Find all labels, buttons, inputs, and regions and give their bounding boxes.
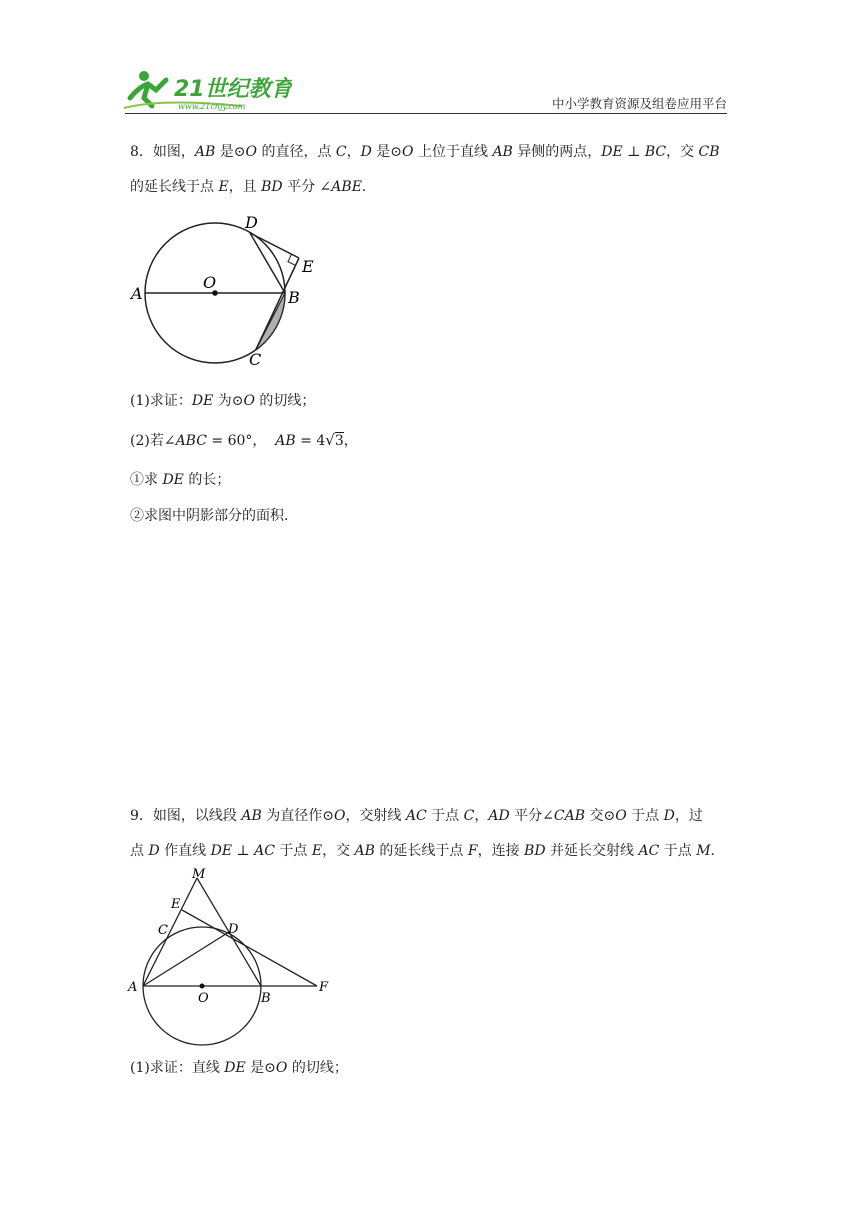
q9-label-c: C xyxy=(158,923,168,938)
text-run: ，交射线 xyxy=(345,808,406,824)
q9-label-a: A xyxy=(128,980,138,995)
text-run: (1)求证：直线 xyxy=(130,1060,225,1076)
q9-figure xyxy=(125,862,340,1052)
text-run: F xyxy=(467,843,478,859)
q8-part1 xyxy=(130,390,315,410)
q8-label-a: A xyxy=(131,284,143,303)
text-run: ． xyxy=(361,179,376,195)
q8-label-d: D xyxy=(245,213,258,232)
platform-name: 中小学教育资源及组卷应用平台 xyxy=(551,96,727,111)
text-run: 为直径作⊙ xyxy=(261,808,334,824)
q9-line-ef xyxy=(182,910,317,986)
text-run: ，交 xyxy=(322,843,355,859)
text-run: DE xyxy=(224,1060,246,1076)
text-run: 的长； xyxy=(183,472,231,488)
text-run: AB xyxy=(194,144,216,160)
text-run: ， xyxy=(346,144,361,160)
q9-line1 xyxy=(130,806,703,826)
text-run: AD xyxy=(488,808,510,824)
text-run: AB xyxy=(492,144,513,160)
text-run: ABE xyxy=(331,179,362,195)
text-run: 上位于直线 xyxy=(413,144,493,160)
text-run: D xyxy=(148,843,160,859)
text-run: . xyxy=(710,843,715,859)
text-run: O xyxy=(243,393,255,409)
text-run: 作直线 xyxy=(159,843,211,859)
text-run: ，过 xyxy=(674,808,703,824)
text-run: CB xyxy=(698,144,720,160)
text-run: AC xyxy=(254,843,275,859)
text-run: ，交 xyxy=(666,144,699,160)
q9-label-d: D xyxy=(228,922,239,937)
text-run: 于点 xyxy=(626,808,664,824)
text-run: 的切线； xyxy=(254,393,316,409)
sqrt-symbol: √ xyxy=(325,431,335,449)
text-run: O xyxy=(402,144,414,160)
text-run: 的直径，点 xyxy=(257,144,336,160)
text-run: 的延长线于点 xyxy=(130,179,219,195)
logo-text: 21世纪教育 xyxy=(174,77,292,102)
text-run: E xyxy=(218,179,229,195)
q8-figure xyxy=(125,210,335,375)
text-run: CAB xyxy=(553,808,585,824)
text-run: O xyxy=(245,144,257,160)
q9-line2 xyxy=(130,841,715,861)
text-run: 为⊙ xyxy=(213,393,244,409)
text-run: 并延长交射线 xyxy=(545,843,639,859)
q8-label-c: C xyxy=(249,350,262,369)
text-run: 平分∠ xyxy=(509,808,554,824)
text-run: ②求图中阴影部分的面积． xyxy=(130,508,298,524)
q8-label-b: B xyxy=(288,288,300,307)
text-run: (1)求证： xyxy=(130,393,192,409)
logo-url: www.21cnjy.com xyxy=(178,102,246,111)
text-run: 异侧的两点， xyxy=(512,144,602,160)
q8-sub2 xyxy=(130,505,298,525)
text-run: AB xyxy=(241,808,262,824)
q8-label-e: E xyxy=(302,257,314,276)
q8-line2 xyxy=(130,177,376,197)
text-run: ⊥ xyxy=(232,843,255,859)
text-run: 的切线； xyxy=(287,1060,348,1076)
q8-part2: (2)若∠ABC = 60°， AB = 4√3， xyxy=(130,431,358,449)
text-run: 是⊙ xyxy=(371,144,403,160)
text-run: E xyxy=(311,843,323,859)
text-run: BD xyxy=(524,843,546,859)
q8-line1 xyxy=(130,142,720,162)
text-run: C xyxy=(463,808,475,824)
text-run: ， xyxy=(474,808,489,824)
q9-label-f: F xyxy=(319,980,329,995)
text-run: ，连接 xyxy=(477,843,525,859)
q8-sub1 xyxy=(130,469,230,489)
text-run: BC xyxy=(644,144,667,160)
q9-label-m: M xyxy=(192,867,206,882)
text-run: AB xyxy=(354,843,375,859)
text-run: 于点 xyxy=(659,843,697,859)
q9-part1 xyxy=(130,1057,348,1077)
q9-label-o: O xyxy=(198,991,209,1006)
text-run: 8．如图， xyxy=(130,144,195,160)
text-run: D xyxy=(360,144,372,160)
text-run: DE xyxy=(162,472,184,488)
text-run: ①求 xyxy=(130,472,163,488)
logo-runner-icon xyxy=(122,68,292,112)
q9-label-b: B xyxy=(261,991,271,1006)
text-run: ，且 xyxy=(228,179,262,195)
text-run: 于点 xyxy=(274,843,312,859)
header-divider xyxy=(125,113,727,114)
text-run: 是⊙ xyxy=(215,144,246,160)
text-run: 的延长线于点 xyxy=(374,843,468,859)
text-run: D xyxy=(663,808,675,824)
text-run: AC xyxy=(638,843,660,859)
text-run: O xyxy=(275,1060,288,1076)
q8-label-o: O xyxy=(203,273,217,292)
text-run: ⊥ xyxy=(622,144,645,160)
text-run: 9．如图，以线段 xyxy=(130,808,242,824)
text-run: 是⊙ xyxy=(245,1060,276,1076)
q9-center-dot xyxy=(200,984,205,989)
text-run: 于点 xyxy=(426,808,464,824)
text-run: O xyxy=(615,808,627,824)
text-run: 点 xyxy=(130,843,149,859)
text-run: M xyxy=(696,843,711,859)
q9-label-e: E xyxy=(171,897,181,912)
text-run: BD xyxy=(261,179,283,195)
logo xyxy=(122,68,292,112)
text-run: O xyxy=(333,808,346,824)
text-run: 平分 ∠ xyxy=(282,179,332,195)
text-run: C xyxy=(335,144,347,160)
text-run: AC xyxy=(405,808,427,824)
text-run: DE xyxy=(601,144,623,160)
text-run: DE xyxy=(210,843,233,859)
text-run: DE xyxy=(191,393,214,409)
text-run: 交⊙ xyxy=(585,808,616,824)
